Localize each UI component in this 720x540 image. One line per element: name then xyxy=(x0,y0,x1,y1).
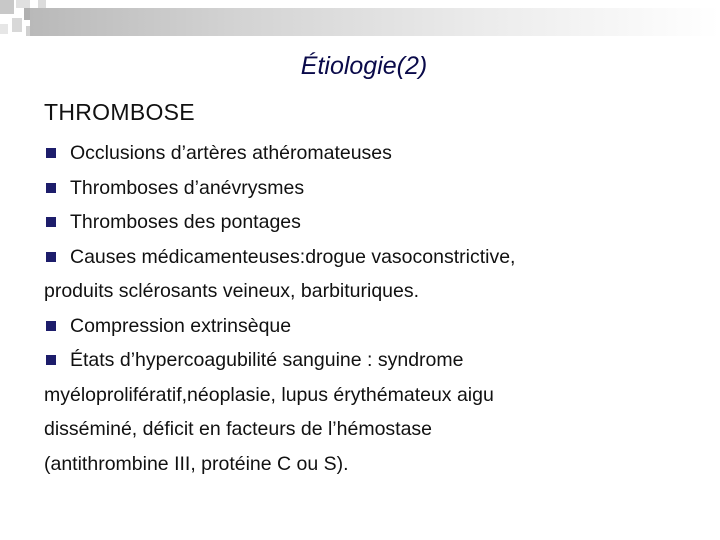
list-item-continuation: produits sclérosants veineux, barbituriques. xyxy=(44,280,420,302)
list-item-text: Thromboses d’anévrysmes xyxy=(70,176,305,199)
square-bullet-icon xyxy=(46,183,56,193)
square-bullet-icon xyxy=(46,148,56,158)
section-heading: THROMBOSE xyxy=(44,99,195,125)
list-item-text: Compression extrinsèque xyxy=(70,314,292,337)
square-bullet-icon xyxy=(46,252,56,262)
list-item xyxy=(44,309,704,344)
list-item xyxy=(44,136,704,171)
square-bullet-icon xyxy=(46,321,56,331)
list-item xyxy=(44,205,704,240)
list-item-continuation: disséminé, déficit en facteurs de l’hémostase xyxy=(44,418,433,440)
square-bullet-icon xyxy=(46,217,56,227)
list-item-text: Thromboses des pontages xyxy=(70,211,301,233)
bullet-list xyxy=(44,136,704,481)
list-item xyxy=(44,343,704,378)
list-item-continuation: (antithrombine III, protéine C ou S). xyxy=(44,452,349,475)
list-item-continuation: myéloprolifératif,néoplasie, lupus érythémateux aigu xyxy=(44,383,494,406)
list-item xyxy=(44,240,704,275)
square-bullet-icon xyxy=(46,355,56,365)
list-item-text: États d’hypercoagubilité sanguine : syndrome xyxy=(70,349,464,371)
slide-title: Étiologie(2) xyxy=(300,52,428,80)
header-gradient-bar xyxy=(30,8,720,36)
list-item xyxy=(44,171,704,206)
list-item-text: Occlusions d’artères athéromateuses xyxy=(70,142,392,164)
list-item-text: Causes médicamenteuses:drogue vasoconstrictive, xyxy=(70,245,516,268)
